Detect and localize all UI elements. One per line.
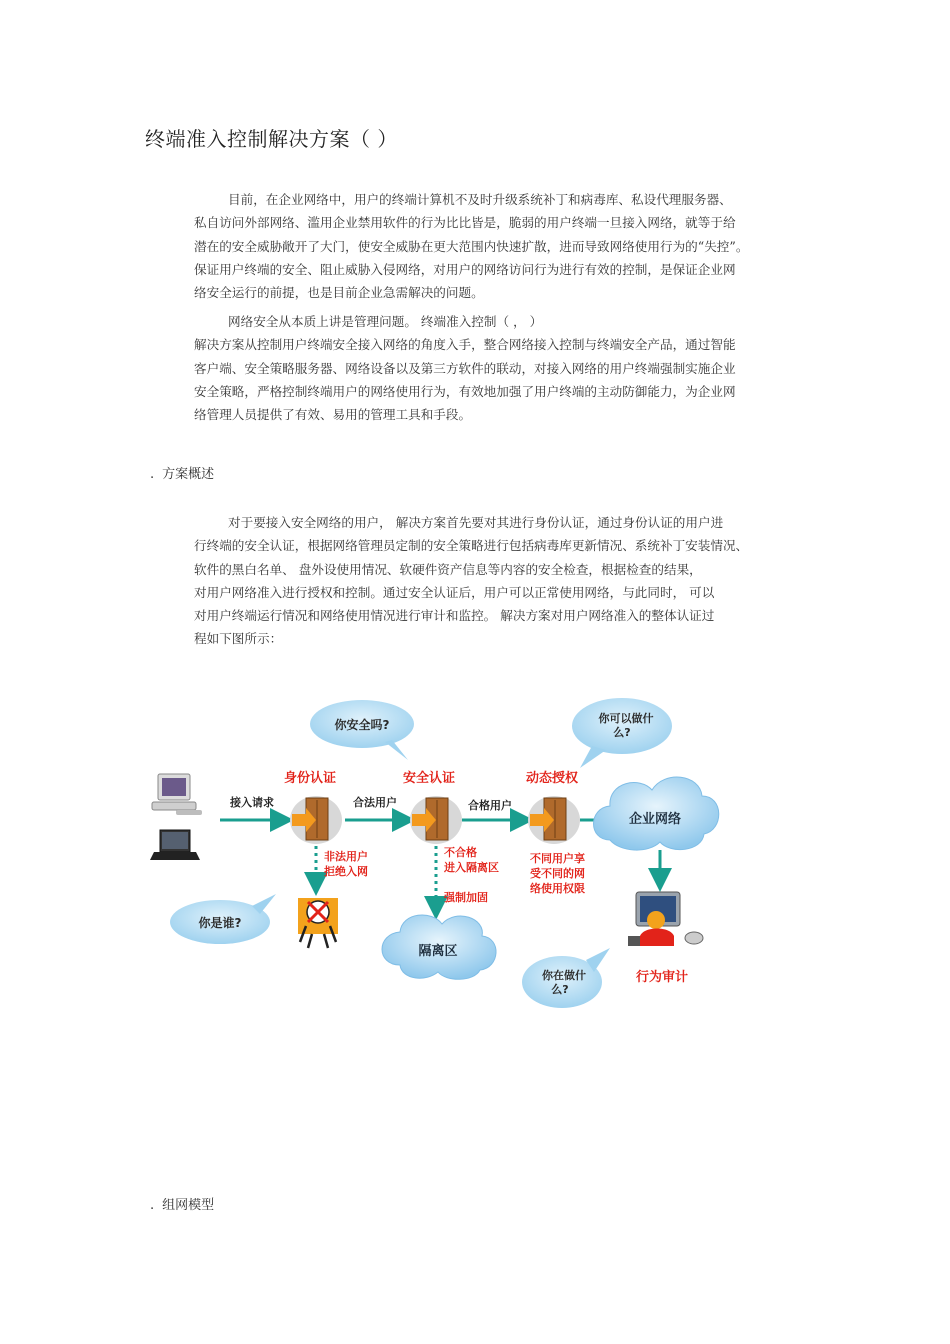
speech-bubble-what-are-you-doing bbox=[522, 948, 610, 1008]
rejected-user-icon bbox=[298, 898, 338, 948]
access-control-flow-diagram bbox=[140, 690, 720, 1020]
stage-label-security: 安全认证 bbox=[402, 771, 456, 786]
text-line: 目前，在企业网络中，用户的终端计算机不及时升级系统补丁和病毒库、私设代理服务器、 bbox=[228, 192, 732, 207]
speech-bubble-are-you-safe bbox=[310, 700, 414, 760]
heading-text: 方案概述 bbox=[162, 467, 215, 482]
overview-paragraph bbox=[194, 511, 806, 651]
bubble-text: 你安全吗? bbox=[334, 718, 390, 732]
flow-label-qualified-user: 合格用户 bbox=[468, 799, 512, 812]
text-line: 行终端的安全认证，根据网络管理员定制的安全策略进行包括病毒库更新情况、系统补丁安装情况、 bbox=[194, 538, 749, 554]
text-line: 网络安全从本质上讲是管理问题。 终端准入控制（ ， ） bbox=[228, 314, 543, 329]
page-title: 终端准入控制解决方案（ ） bbox=[145, 127, 398, 151]
text-line: 程如下图所示： bbox=[194, 631, 283, 647]
stage-label-authorization: 动态授权 bbox=[525, 771, 579, 786]
text-line: 私自访问外部网络、滥用企业禁用软件的行为比比皆是，脆弱的用户终端一旦接入网络，就等于给 bbox=[194, 215, 736, 231]
bubble-text-line1: 你可以做什 bbox=[598, 712, 654, 725]
label-forced-hardening: 强制加固 bbox=[444, 891, 488, 904]
text-line: 潜在的安全威胁敞开了大门，使安全威胁在更大范围内快速扩散，进而导致网络使用行为的“失控”。 bbox=[194, 238, 749, 254]
cloud-label: 隔离区 bbox=[418, 944, 458, 959]
enterprise-network-cloud bbox=[594, 777, 719, 850]
label-reject-access: 拒绝入网 bbox=[324, 865, 368, 878]
text-line: 客户端、安全策略服务器、网络设备以及第三方软件的联动，对接入网络的用户终端强制实施企业 bbox=[194, 360, 736, 376]
audit-operator-icon bbox=[628, 892, 703, 946]
label-unqualified: 不合格 bbox=[444, 846, 477, 859]
intro-paragraph-2 bbox=[194, 310, 806, 426]
text-line: 安全策略，严格控制终端用户的网络使用行为，有效地加强了用户终端的主动防御能力，为企业网 bbox=[194, 383, 736, 399]
bubble-text: 你是谁? bbox=[198, 916, 242, 930]
heading-bullet: . bbox=[150, 1198, 155, 1213]
intro-paragraph-1 bbox=[194, 188, 806, 304]
cloud-label: 企业网络 bbox=[628, 812, 682, 827]
laptop-computer-icon bbox=[150, 830, 200, 860]
speech-bubble-who-are-you bbox=[170, 894, 276, 944]
text-line: 对用户终端运行情况和网络使用情况进行审计和监控。 解决方案对用户网络准入的整体认证过 bbox=[194, 608, 715, 624]
label-permissions-2: 受不同的网 bbox=[530, 867, 585, 880]
text-line: 解决方案从控制用户终端安全接入网络的角度入手，整合网络接入控制与终端安全产品，通过智能 bbox=[194, 337, 736, 353]
text-line: 络管理人员提供了有效、易用的管理工具和手段。 bbox=[194, 407, 472, 423]
section-heading-overview bbox=[150, 463, 214, 482]
gate-identity-icon bbox=[290, 796, 342, 844]
label-permissions-1: 不同用户享 bbox=[530, 852, 585, 865]
gate-security-icon bbox=[410, 796, 462, 844]
text-line: 对用户网络准入进行授权和控制。通过安全认证后，用户可以正常使用网络，与此同时， 可以 bbox=[194, 584, 715, 600]
text-line: 络安全运行的前提，也是目前企业急需解决的问题。 bbox=[194, 285, 484, 301]
label-permissions-3: 络使用权限 bbox=[530, 882, 585, 895]
text-line: 对于要接入安全网络的用户， 解决方案首先要对其进行身份认证，通过身份认证的用户进 bbox=[228, 515, 724, 530]
stage-label-identity: 身份认证 bbox=[283, 771, 337, 786]
heading-text: 组网模型 bbox=[162, 1198, 215, 1213]
quarantine-zone-cloud bbox=[382, 915, 496, 979]
speech-bubble-what-can-you-do bbox=[572, 698, 672, 768]
label-enter-quarantine: 进入隔离区 bbox=[444, 861, 499, 874]
label-behavior-audit: 行为审计 bbox=[635, 970, 689, 985]
text-line: 软件的黑白名单、 盘外设使用情况、软硬件资产信息等内容的安全检查，根据检查的结果， bbox=[194, 561, 702, 577]
gate-authorization-icon bbox=[528, 796, 580, 844]
flow-label-access-request: 接入请求 bbox=[230, 796, 274, 809]
label-illegal-user: 非法用户 bbox=[324, 850, 368, 863]
desktop-computer-icon bbox=[152, 774, 202, 815]
bubble-text-line1: 你在做什 bbox=[542, 969, 586, 982]
bubble-text-line2: 么? bbox=[613, 726, 631, 739]
heading-bullet: . bbox=[150, 467, 155, 482]
text-line: 保证用户终端的安全、阻止威胁入侵网络，对用户的网络访问行为进行有效的控制，是保证企业网 bbox=[194, 261, 736, 277]
section-heading-network-model bbox=[150, 1194, 214, 1213]
flow-label-legal-user: 合法用户 bbox=[353, 796, 397, 809]
bubble-text-line2: 么? bbox=[551, 983, 569, 996]
